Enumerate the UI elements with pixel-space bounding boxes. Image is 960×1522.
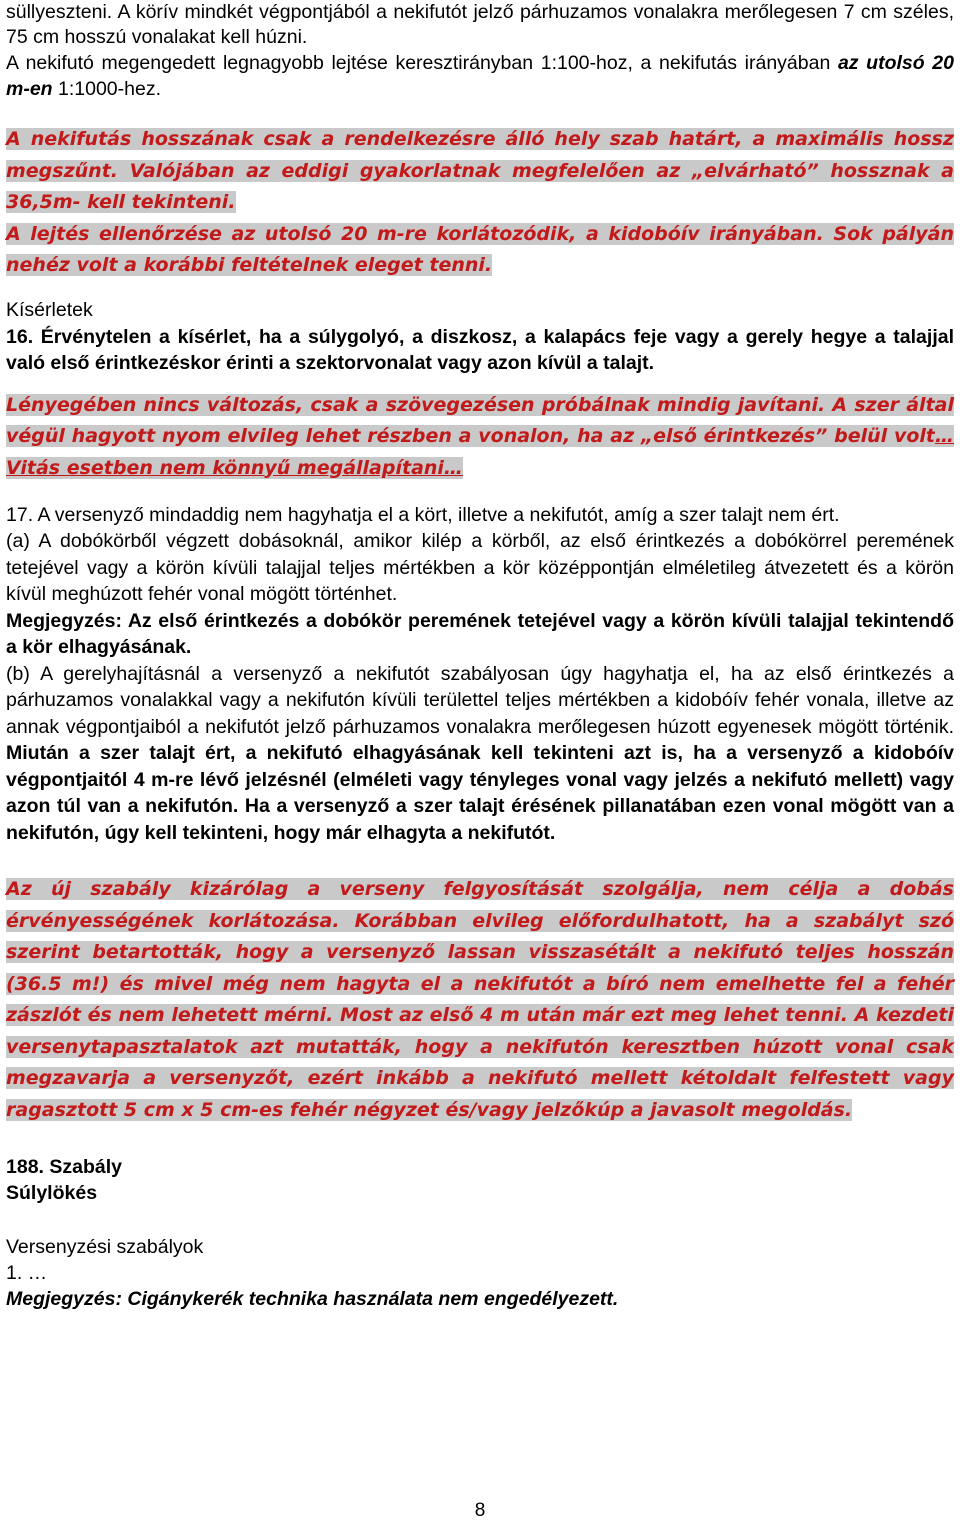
comment-runway-length-text: A nekifutás hosszának csak a rendelkezésre álló hely szab határt, a maximális hossz megszűnt. Valójában az eddigi gyakorlatnak megfelelően az „elvárható” hossznak a 36,5m- kell tekinteni.	[6, 128, 954, 213]
intro-slope-end: 1:1000-hez.	[52, 78, 162, 100]
intro-slope-text: A nekifutó megengedett legnagyobb lejtése keresztirányban 1:100-hoz, a nekifutás irányában	[6, 52, 838, 74]
intro-paragraph-1: süllyeszteni. A körív mindkét végpontjából a nekifutót jelző párhuzamos vonalakra merőlegesen 7 cm széles, 75 cm hosszú vonalakat kell húzni.	[6, 1, 954, 48]
rule-17-b-plain: (b) A gerelyhajításnál a versenyző a nekifutót szabályosan úgy hagyhatja el, ha az első érintkezés a párhuzamos vonalakkal vagy a nekifutón kívüli területtel teljes mértékben a kidobóív fehér vonala, illetve az annak végpontjaiból a nekifutót jelző párhuzamos vonalakra merőlegesen húzott egyenesek mögött történik.	[6, 662, 954, 738]
intro-last-20m: az utolsó 20 m-en	[6, 52, 954, 100]
rule-188-subheading: Versenyzési szabályok	[6, 1236, 204, 1258]
rule-188-item-1: 1. …	[6, 1262, 48, 1284]
comment-rule-16-text: Lényegében nincs változás, csak a szövegezésen próbálnak mindig javítani. A szer által végül hagyott nyom elvileg lehet részben a vonalon, ha az „első érintkezés” belül volt	[6, 393, 954, 447]
rule-17-note: Megjegyzés: Az első érintkezés a dobókör peremének tetejével vagy a körön kívüli talajjal tekintendő a kör elhagyásának.	[6, 609, 954, 658]
rule-16: 16. Érvénytelen a kísérlet, ha a súlygolyó, a diszkosz, a kalapács feje vagy a gerely hegye a talajjal való első érintkezéskor érinti a szektorvonalat vagy azon kívül a talajt.	[6, 325, 954, 374]
rule-188-title: Súlylökés	[6, 1182, 98, 1204]
comment-slope-check	[0, 219, 960, 282]
rule-188-number: 188. Szabály	[6, 1156, 122, 1178]
rule-188-note: Megjegyzés: Cigánykerék technika használata nem engedélyezett.	[6, 1288, 619, 1310]
rule-17-b-bold: Miután a szer talajt ért, a nekifutó elhagyásának kell tekinteni azt is, ha a versenyző a kidobóív végpontjaitól 4 m-re lévő jelzésnél (elméleti vagy tényleges vonal vagy jelzés a nekifutó mellett) vagy azon túl van a nekifutón. Ha a versenyző a szer talajt érésének pillanatában ezen vonal mögött van a nekifutón, úgy kell tekinteni, hogy már elhagyta a nekifutót.	[6, 742, 954, 844]
comment-slope-check-text: A lejtés ellenőrzése az utolsó 20 m-re korlátozódik, a kidobóív irányában. Sok pályán nehéz volt a korábbi feltételnek eleget tenni.	[6, 222, 954, 276]
comment-rule-16	[0, 390, 960, 485]
attempts-heading: Kísérletek	[6, 298, 93, 321]
intro-paragraph-2	[0, 50, 960, 102]
rule-17-a: (a) A dobókörből végzett dobásoknál, amikor kilép a körből, az első érintkezés a dobókörrel peremének tetejével vagy a körön kívüli talajjal teljes mértékben a kör középpontján elméletileg átvezetett és a körön kívül meghúzott fehér vonal mögött történhet.	[6, 530, 954, 605]
comment-rule-17	[0, 874, 960, 1126]
page-number: 8	[474, 1500, 486, 1521]
comment-rule-16-underlined: … Vitás esetben nem könnyű megállapítani…	[6, 425, 954, 479]
comment-runway-length	[0, 124, 960, 219]
rule-17-intro: 17. A versenyző mindaddig nem hagyhatja el a kört, illetve a nekifutót, amíg a szer talajt nem ért.	[6, 504, 840, 526]
comment-rule-17-text: Az új szabály kizárólag a verseny felgyosítását szolgálja, nem célja a dobás érvényességének korlátozása. Korábban elvileg előfordulhatott, ha a szabályt szó szerint betartották, hogy a versenyző lassan visszasétált a nekifutó teljes hosszán (36.5 m!) és mivel még nem hagyta el a nekifutót a bíró nem emelhette fel a fehér zászlót és nem lehetett mérni. Most az első 4 m után már ezt meg lehet tenni. A kezdeti versenytapasztalatok azt mutatták, hogy a nekifutón keresztben húzott vonal csak megzavarja a versenyzőt, ezért inkább a nekifutó mellett kétoldalt felfestett vagy ragasztott 5 cm x 5 cm-es fehér négyzet és/vagy jelzőkúp a javasolt megoldás.	[6, 878, 954, 1121]
rule-17-b	[0, 661, 960, 847]
